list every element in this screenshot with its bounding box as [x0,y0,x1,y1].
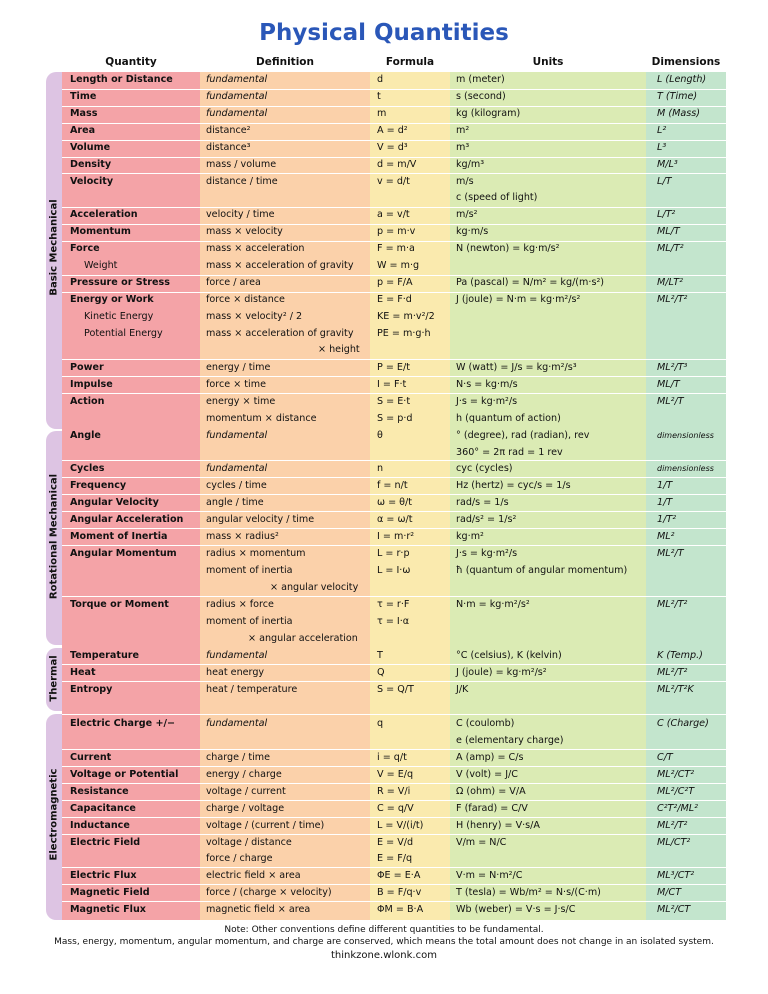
quantity-cell: Cycles [70,463,105,474]
quantity-cell: Magnetic Field [70,887,150,898]
definition-cell: voltage / (current / time) [206,820,325,831]
dimensions-cell: dimensionless [657,431,714,440]
units-cell: m² [456,125,470,136]
category-label-thermal: Thermal [48,655,60,702]
dimensions-cell: C/T [657,752,673,763]
formula-cell: KE = m·v²/2 [377,311,435,322]
formula-cell: ω = θ/t [377,497,413,508]
units-cell: A (amp) = C/s [456,752,524,763]
units-cell: J (joule) = N·m = kg·m²/s² [456,294,581,305]
definition-cell: mass / volume [206,159,277,170]
units-cell: T (tesla) = Wb/m² = N·s/(C·m) [456,887,601,898]
dimensions-cell: dimensionless [657,464,714,473]
quantity-cell: Electric Charge +/− [70,718,176,729]
header-dimensions: Dimensions [651,56,721,68]
dimensions-cell: 1/T [657,480,673,491]
quantity-cell: Velocity [70,176,114,187]
units-cell: c (speed of light) [456,192,538,203]
dimensions-cell: ML²/CT² [657,769,695,780]
definition-cell: fundamental [206,91,268,102]
formula-cell: n [377,463,384,474]
units-cell: e (elementary charge) [456,735,564,746]
units-cell: F (farad) = C/V [456,803,528,814]
quantity-cell: Resistance [70,786,129,797]
quantity-cell: Mass [70,108,98,119]
quantity-cell: Force [70,243,100,254]
formula-cell: α = ω/t [377,514,413,525]
formula-cell: S = E·t [377,396,411,407]
units-cell: ° (degree), rad (radian), rev [456,430,590,441]
definition-cell: mass × velocity² / 2 [206,311,303,322]
formula-cell: V = E/q [377,769,414,780]
quantity-cell: Action [70,396,105,407]
units-cell: ħ (quantum of angular momentum) [456,565,628,576]
dimensions-cell: L (Length) [657,74,707,85]
quantity-cell: Frequency [70,480,127,491]
definition-cell: energy / time [206,362,271,373]
formula-cell: E = V/d [377,837,414,848]
definition-cell: charge / time [206,752,271,763]
dimensions-cell: ML²/CT [657,904,691,915]
formula-cell: W = m·g [377,260,420,271]
formula-cell: p = F/A [377,277,413,288]
formula-cell: R = V/i [377,786,411,797]
definition-cell: fundamental [206,430,268,441]
header-units: Units [532,56,564,68]
quantity-cell: Momentum [70,226,131,237]
formula-cell: Q [377,667,385,678]
dimensions-cell: ML²/T² [657,820,688,831]
quantity-cell: Density [70,159,112,170]
category-label-rotational: Rotational Mechanical [48,473,60,600]
quantity-cell: Heat [70,667,96,678]
definition-cell: fundamental [206,463,268,474]
definition-cell: velocity / time [206,209,275,220]
quantity-cell: Angle [70,430,101,441]
quantity-cell: Capacitance [70,803,136,814]
definition-cell: momentum × distance [206,413,317,424]
dimensions-cell: L/T² [657,209,676,220]
definition-cell: mass × radius² [206,531,279,542]
definition-cell: radius × momentum [206,548,306,559]
definition-cell: force / area [206,277,261,288]
definition-cell: angle / time [206,497,264,508]
header-quantity: Quantity [105,56,157,68]
formula-cell: S = p·d [377,413,413,424]
quantity-cell: Time [70,91,97,102]
quantity-cell: Electric Field [70,837,141,848]
units-cell: m/s [456,176,474,187]
quantity-cell: Moment of Inertia [70,531,168,542]
dimensions-cell: L³ [657,142,667,153]
quantity-cell: Inductance [70,820,130,831]
units-cell: rad/s² = 1/s² [456,514,517,525]
category-label-electromagnetic: Electromagnetic [48,768,60,861]
formula-cell: ΦM = B·A [377,904,424,915]
units-cell: J (joule) = kg·m²/s² [456,667,547,678]
units-cell: m/s² [456,209,478,220]
units-cell: J/K [456,684,469,695]
units-cell: s (second) [456,91,506,102]
dimensions-cell: ML²/T²K [657,684,694,695]
dimensions-cell: ML²/T [657,548,684,559]
quantity-cell: Energy or Work [70,294,154,305]
dimensions-cell: 1/T [657,497,673,508]
definition-cell: heat / temperature [206,684,298,695]
definition-cell: voltage / distance [206,837,292,848]
definition-cell: mass × acceleration of gravity [206,328,354,339]
definition-cell: fundamental [206,74,268,85]
definition-cell: fundamental [206,108,268,119]
formula-cell: E = F·d [377,294,412,305]
quantity-cell: Entropy [70,684,113,695]
formula-cell: p = m·v [377,226,416,237]
formula-cell: B = F/q·v [377,887,422,898]
header-definition: Definition [255,56,314,68]
dimensions-cell: ML²/T [657,396,684,407]
formula-cell: L = V/(i/t) [377,820,424,831]
formula-cell: m [377,108,387,119]
quantity-cell: Current [70,752,112,763]
quantity-cell: Pressure or Stress [70,277,170,288]
definition-cell: heat energy [206,667,265,678]
formula-cell: θ [377,430,383,441]
definition-cell: fundamental [206,718,268,729]
units-cell: kg·m/s [456,226,489,237]
quantity-cell: Angular Velocity [70,497,159,508]
formula-cell: a = v/t [377,209,410,220]
dimensions-cell: M/CT [657,887,682,898]
units-cell: rad/s = 1/s [456,497,509,508]
formula-cell: τ = I·α [377,616,410,627]
formula-cell: L = r·p [377,548,410,559]
definition-cell: mass × velocity [206,226,283,237]
units-cell: N (newton) = kg·m/s² [456,243,560,254]
units-cell: C (coulomb) [456,718,515,729]
category-label-basic: Basic Mechanical [48,199,60,296]
dimensions-cell: ML²/T² [657,294,688,305]
formula-cell: i = q/t [377,752,407,763]
quantity-cell: Magnetic Flux [70,904,146,915]
dimensions-cell: 1/T² [657,514,677,525]
formula-cell: q [377,718,384,729]
dimensions-cell: ML²/T² [657,599,688,610]
units-cell: Wb (weber) = V·s = J·s/C [456,904,576,915]
page-title: Physical Quantities [259,20,509,46]
dimensions-cell: ML/T² [657,243,684,254]
dimensions-cell: ML³/CT² [657,870,695,881]
formula-cell: v = d/t [377,176,410,187]
definition-cell: voltage / current [206,786,286,797]
units-cell: V (volt) = J/C [456,769,518,780]
formula-cell: t [377,91,381,102]
definition-cell: force / (charge × velocity) [206,887,332,898]
dimensions-cell: ML²/T² [657,667,688,678]
dimensions-cell: C (Charge) [657,718,709,729]
definition-cell: magnetic field × area [206,904,311,915]
formula-cell: E = F/q [377,853,413,864]
units-cell: N·s = kg·m/s [456,379,518,390]
formula-cell: I = m·r² [377,531,415,542]
units-cell: Hz (hertz) = cyc/s = 1/s [456,480,571,491]
footer-note-fundamental: Note: Other conventions define different quantities to be fundamental. [224,925,544,935]
dimensions-cell: ML/CT² [657,837,691,848]
formula-cell: C = q/V [377,803,414,814]
units-cell: V·m = N·m²/C [456,870,523,881]
definition-cell: radius × force [206,599,274,610]
formula-cell: τ = r·F [377,599,410,610]
formula-cell: d = m/V [377,159,417,170]
definition-cell: × height [318,344,360,355]
definition-cell: charge / voltage [206,803,285,814]
header-formula: Formula [385,56,435,68]
dimensions-cell: L² [657,125,667,136]
formula-cell: ΦE = E·A [377,870,421,881]
definition-cell: force × distance [206,294,285,305]
quantity-cell: Length or Distance [70,74,173,85]
quantity-cell: Torque or Moment [70,599,169,610]
dimensions-cell: ML/T [657,379,680,390]
quantity-cell: Power [70,362,104,373]
units-cell: N·m = kg·m²/s² [456,599,530,610]
formula-cell: V = d³ [377,142,408,153]
dimensions-cell: M/LT² [657,277,683,288]
quantity-cell: Potential Energy [84,328,163,339]
dimensions-cell: T (Time) [657,91,698,102]
definition-cell: fundamental [206,650,268,661]
quantity-cell: Electric Flux [70,870,137,881]
formula-cell: A = d² [377,125,408,136]
quantity-cell: Volume [70,142,111,153]
dimensions-cell: ML² [657,531,675,542]
dimensions-cell: K (Temp.) [657,650,703,661]
formula-cell: f = n/t [377,480,408,491]
definition-cell: distance² [206,125,251,136]
dimensions-cell: L/T [657,176,672,187]
formula-cell: S = Q/T [377,684,414,695]
quantity-cell: Angular Acceleration [70,514,184,525]
units-cell: Pa (pascal) = N/m² = kg/(m·s²) [456,277,605,288]
quantity-cell: Temperature [70,650,140,661]
units-cell: V/m = N/C [456,837,507,848]
units-cell: m (meter) [456,74,505,85]
definition-cell: force / charge [206,853,273,864]
quantity-cell: Acceleration [70,209,138,220]
footer-site: thinkzone.wlonk.com [331,950,437,961]
quantity-cell: Impulse [70,379,113,390]
definition-cell: mass × acceleration of gravity [206,260,354,271]
definition-cell: electric field × area [206,870,301,881]
units-cell: h (quantum of action) [456,413,561,424]
units-cell: kg·m² [456,531,484,542]
definition-cell: moment of inertia [206,616,293,627]
formula-cell: PE = m·g·h [377,328,431,339]
units-cell: 360° = 2π rad = 1 rev [456,447,563,458]
units-cell: H (henry) = V·s/A [456,820,540,831]
quantity-cell: Voltage or Potential [70,769,179,780]
quantity-cell: Angular Momentum [70,548,177,559]
definition-cell: mass × acceleration [206,243,305,254]
formula-cell: P = E/t [377,362,410,373]
definition-cell: × angular velocity [270,582,359,593]
dimensions-cell: M (Mass) [657,108,700,119]
units-cell: J·s = kg·m²/s [456,548,518,559]
units-cell: J·s = kg·m²/s [456,396,518,407]
dimensions-cell: M/L³ [657,159,678,170]
units-cell: °C (celsius), K (kelvin) [456,650,562,661]
quantity-cell: Area [70,125,96,136]
definition-cell: cycles / time [206,480,267,491]
definition-cell: angular velocity / time [206,514,315,525]
formula-cell: L = I·ω [377,565,411,576]
formula-cell: T [377,650,383,661]
definition-cell: energy × time [206,396,276,407]
quantity-cell: Weight [84,260,118,271]
units-cell: cyc (cycles) [456,463,513,474]
units-cell: m³ [456,142,470,153]
formula-cell: F = m·a [377,243,415,254]
definition-cell: energy / charge [206,769,282,780]
units-cell: kg (kilogram) [456,108,521,119]
dimensions-cell: ML²/C²T [657,786,695,797]
definition-cell: × angular acceleration [248,633,358,644]
units-cell: W (watt) = J/s = kg·m²/s³ [456,362,577,373]
formula-cell: d [377,74,384,85]
definition-cell: distance³ [206,142,251,153]
definition-cell: force × time [206,379,266,390]
units-cell: Ω (ohm) = V/A [456,786,526,797]
dimensions-cell: ML²/T³ [657,362,688,373]
formula-cell: I = F·t [377,379,407,390]
dimensions-cell: C²T²/ML² [657,803,698,814]
quantity-cell: Kinetic Energy [84,311,154,322]
definition-cell: moment of inertia [206,565,293,576]
footer-note-conservation: Mass, energy, momentum, angular momentum, and charge are conserved, which means the total amount does not change in an isolated system. [54,937,714,947]
dimensions-cell: ML/T [657,226,680,237]
units-cell: kg/m³ [456,159,485,170]
definition-cell: distance / time [206,176,278,187]
